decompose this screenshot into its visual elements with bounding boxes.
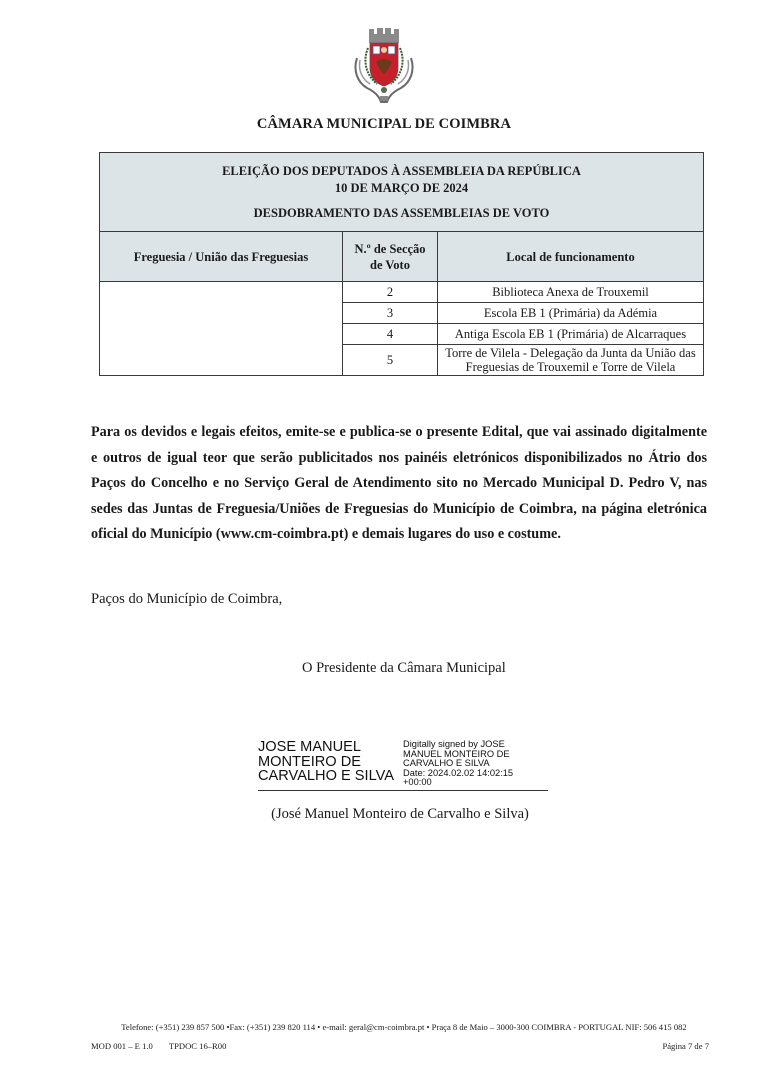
local-cell-line2: Freguesias de Trouxemil e Torre de Vilela	[465, 360, 676, 374]
local-cell: Antiga Escola EB 1 (Primária) de Alcarraques	[438, 324, 704, 345]
column-header-seccao	[343, 232, 438, 282]
local-cell-line1: Torre de Vilela - Delegação da Junta da União das	[445, 346, 696, 360]
column-header-seccao-line1: N.º de Secção	[354, 241, 426, 256]
local-cell	[438, 345, 704, 376]
digital-signature-block	[258, 738, 548, 791]
coat-of-arms-logo	[351, 24, 417, 106]
table-banner	[100, 153, 704, 232]
freguesia-cell	[100, 282, 343, 376]
column-header-freguesia: Freguesia / União das Freguesias	[100, 232, 343, 282]
column-header-seccao-line2: de Voto	[370, 257, 410, 272]
signature-name	[258, 740, 394, 784]
seccao-cell: 2	[343, 282, 438, 303]
table-subtitle: DESDOBRAMENTO DAS ASSEMBLEIAS DE VOTO	[253, 205, 550, 220]
place-line: Paços do Município de Coimbra,	[91, 591, 283, 607]
signature-timezone: +00:00	[403, 777, 432, 787]
seccao-cell: 4	[343, 324, 438, 345]
seccao-cell: 3	[343, 303, 438, 324]
seccao-cell: 5	[343, 345, 438, 376]
signature-meta-line: CARVALHO E SILVA	[403, 758, 490, 768]
signature-meta-line: Digitally signed by JOSE	[403, 739, 505, 749]
footer-doc-codes	[91, 1041, 240, 1051]
signatory-role: O Presidente da Câmara Municipal	[302, 660, 506, 676]
table-header-row	[100, 232, 704, 282]
local-cell: Biblioteca Anexa de Trouxemil	[438, 282, 704, 303]
election-date: 10 DE MARÇO DE 2024	[334, 180, 469, 195]
page-number: Página 7 de 7	[662, 1041, 709, 1051]
signature-name-line: MONTEIRO DE	[258, 753, 361, 770]
signatory-full-name: (José Manuel Monteiro de Carvalho e Silva)	[271, 806, 529, 822]
election-title: ELEIÇÃO DOS DEPUTADOS À ASSEMBLEIA DA REPÚBLICA	[222, 163, 581, 178]
organization-title: CÂMARA MUNICIPAL DE COIMBRA	[256, 116, 512, 132]
voting-sections-table	[99, 152, 704, 376]
signature-name-line: JOSE MANUEL	[258, 739, 361, 755]
local-cell: Escola EB 1 (Primária) da Adémia	[438, 303, 704, 324]
table-row	[100, 282, 704, 303]
column-header-local: Local de funcionamento	[438, 232, 704, 282]
footer-model: MOD 001 – E 1.0	[91, 1041, 153, 1051]
footer-contacts: Telefone: (+351) 239 857 500 •Fax: (+351) 239 820 114 • e-mail: geral@cm-coimbra.pt • Praça 8 de Maio – 3000-300 COIMBRA - PORTUGAL NIF: 506 415 082	[121, 1022, 687, 1032]
signature-date: Date: 2024.02.02 14:02:15	[403, 767, 514, 778]
footer-doc-code: TPDOC 16–R00	[168, 1041, 227, 1051]
signature-meta-line: MANUEL MONTEIRO DE	[403, 748, 510, 759]
signature-metadata	[403, 740, 513, 788]
edital-paragraph: Para os devidos e legais efeitos, emite-se e publica-se o presente Edital, que vai assinado digitalmente e outros de igual teor que serão publicitados nos painéis eletrónicos disponibilizados no Átrio dos Paços do Concelho e no Serviço Geral de Atendimento sito no Mercado Municipal D. Pedro V, nas sedes das Juntas de Freguesia/Uniões de Freguesias do Município de Coimbra, na página eletrónica oficial do Município (www.cm-coimbra.pt) e demais lugares do uso e costume.	[91, 424, 707, 543]
signature-name-line: CARVALHO E SILVA	[258, 768, 394, 784]
